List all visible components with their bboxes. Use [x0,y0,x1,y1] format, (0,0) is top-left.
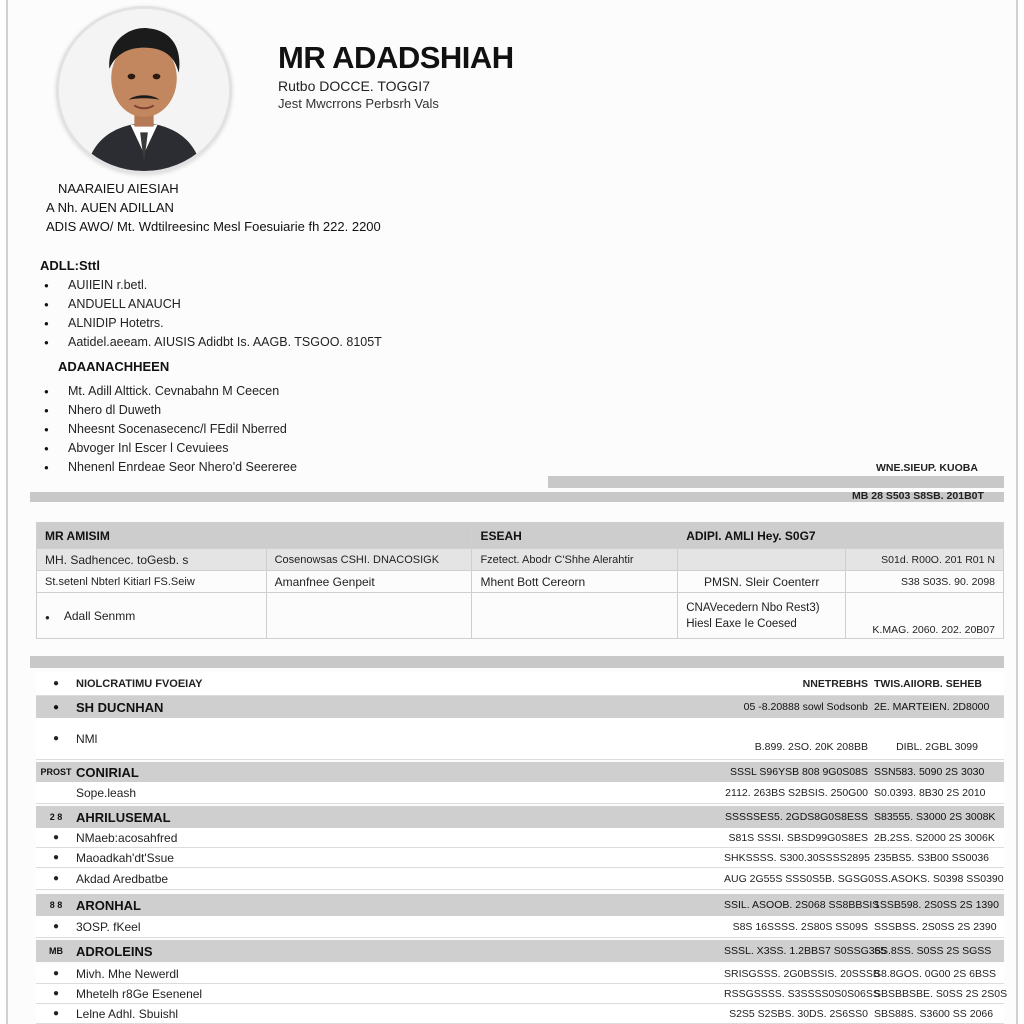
group-value-2: S83555. S3000 2S 3008K [874,811,996,823]
list-item-value-1: B.899. 2SO. 20K 208BB [754,741,868,753]
list-item [36,718,1004,760]
group-value-2: 1SSB598. 2S0SS 2S 1390 [874,899,999,911]
divider-bar [30,656,1004,668]
table-cell: Amanfnee Genpeit [266,571,472,593]
bullet-icon: ● [52,873,60,884]
list-item-value-1: RSSGSSSS. S3SSSS0S0S06SS [724,987,880,1000]
resume-page [6,0,1018,1024]
list-item-value-2: SS.ASOKS. S0398 SS0390 [874,872,1004,885]
table-cell: CNAVecedern Nbo Rest3) Hiesl Eaxe Ie Coesed [678,593,846,639]
table-cell: MH. Sadhencec. toGesb. s [37,549,267,571]
table-cell: Mhent Bott Cereorn [472,571,678,593]
list-item [36,848,1004,868]
list-item-value-2: S0.0393. 8B30 2S 2010 [874,786,986,799]
group-title: AHRILUSEMAL [76,809,171,825]
list-item [36,782,1004,804]
group-value-1: SSIL. ASOOB. 2S068 SS8BBSIS [724,899,880,911]
list-item-value-1: SRISGSSS. 2G0BSSIS. 20SSSB [724,967,880,980]
list-item [36,1004,1004,1024]
list-item-label: Akdad Aredbatbe [76,871,169,886]
list-item-label: Maoadkah'dt'Ssue [76,850,174,865]
bullet-icon: ● [52,678,60,689]
list-item-value-2: SBSBBSBE. S0SS 2S 2S0S [874,987,1008,1000]
group-prefix: 8 8 [49,900,63,910]
group-title: ARONHAL [76,897,141,913]
table-header-cell: ADIPI. AMLI Hey. S0G7 [678,523,846,549]
list-item-label: NMaeb:acosahfred [76,830,178,845]
bullet-icon: ● [52,733,60,744]
list-item: ● AUIIEIN r.betl. [44,276,382,295]
group-value-1: SSSL. X3SS. 1.2BBS7 S0SSG365 [724,945,887,957]
table-cell: K.MAG. 2060. 202. 20B07 [846,593,1004,639]
group-title: SH DUCNHAN [76,699,164,715]
bullet-icon: ● [52,968,60,979]
list-item-value-2: S8.8GOS. 0G00 2S 6BSS [874,967,996,980]
table-row [37,593,1004,639]
list-item [36,868,1004,890]
list-item-value-2: 235BS5. S3B00 SS0036 [874,851,990,864]
list-item: ● Nhero dl Duweth [44,401,297,420]
right-caption-2: MB 28 S503 S8SB. 201B0T [852,490,984,502]
list-item-value-1: S81S SSSI. SBSD99G0S8ES [728,831,868,844]
list-item-value-1: S8S 16SSSS. 2S80S SS09S [732,920,868,933]
table-row [37,571,1004,593]
table-header-cell: MR AMISIM [37,523,267,549]
section-2-list [44,382,297,477]
list-item-label: NMl [76,731,98,746]
list-item-value-1: AUG 2G55S SSS0S5B. SGSG0 [724,872,874,885]
bullet-icon: ● [52,701,60,713]
list-item: ● Nheesnt Socenasecenc/l FEdil Nberred [44,420,297,439]
list-item-value-1: S2S5 S2SBS. 30DS. 2S6SS0 [729,1007,868,1020]
bullet-icon: ● [52,1008,60,1019]
list-item-value-1: SHKSSSS. S300.30SSSS2895 [724,851,870,864]
table-cell-text: Adall Senmm [63,608,136,623]
table-cell: Fzetect. Abodr C'Shhe Alerahtir [472,549,678,571]
list-item-label: Sope.leash [76,785,137,800]
table-cell: S01d. R00O. 201 R01 N [846,549,1004,571]
group-title: ADROLEINS [76,943,153,959]
group-row [36,696,1004,718]
list-item-value-2: 2B.2SS. S2000 2S 3006K [874,831,995,844]
table-cell [678,549,846,571]
list-item-value-1: 2112. 263BS S2BSIS. 250G00 [725,786,868,799]
section-1-heading: ADLL:Sttl [40,258,100,273]
bullet-icon: ● [52,921,60,932]
contact-line-1: NAARAIEU AIESIAH [58,181,179,196]
group-row [36,894,1004,916]
group-value-2: 2E. MARTEIEN. 2D8000 [874,701,990,713]
list-item-value-2: SSSBSS. 2S0SS 2S 2390 [874,920,997,933]
section-2-heading: ADAANACHHEEN [58,359,170,374]
group-prefix: PROST [40,767,72,777]
table-header-cell [266,523,472,549]
table-header-cell [846,523,1004,549]
table-cell [472,593,678,639]
table-header-row [37,523,1004,549]
profile-photo [56,6,232,174]
section-1-list [44,276,382,352]
table-cell: ● Adall Senmm [37,593,267,639]
bullet-icon: ● [52,852,60,863]
group-row [36,806,1004,828]
list-item: ● ANDUELL ANAUCH [44,295,382,314]
summary-table [36,522,1004,639]
group-value-1: SSSSSES5. 2GDS8G0S8ESS [725,811,868,823]
list-header-label: NIOLCRATIMU FVOEIAY [76,677,203,690]
group-value-1: SSSL S96YSB 808 9G0S08S [730,766,868,778]
list-item [36,984,1008,1004]
group-value-1: 05 -8.20888 sowl Sodsonb [743,701,868,713]
bullet-icon: ● [52,988,60,999]
right-caption-1: WNE.SIEUP. KUOBA [876,462,978,474]
table-cell: S38 S03S. 90. 2098 [846,571,1004,593]
list-item [36,916,1004,938]
bullet-icon: ● [52,832,60,843]
list-item [36,828,1004,848]
group-row [36,762,1004,782]
table-cell [266,593,472,639]
list-item: ● Mt. Adill Alttick. Cevnabahn M Ceecen [44,382,297,401]
table-header-cell: ESEAH [472,523,678,549]
group-prefix: 2 8 [49,812,63,822]
list-item: ● Aatidel.aeeam. AIUSIS Adidbt Is. AAGB. TSGOO. 8105T [44,333,382,352]
candidate-tagline: Jest Mwcrrons Perbsrh Vals [278,96,439,111]
candidate-subtitle: Rutbo DOCCE. TOGGI7 [278,78,430,94]
divider-bar [548,476,1004,488]
list-header-col-2: TWIS.AIIORB. SEHEB [874,677,982,690]
group-value-2: SS.8SS. S0SS 2S SGSS [874,945,992,957]
group-value-2: SSN583. 5090 2S 3030 [874,766,985,778]
list-item [36,964,1004,984]
list-item-label: Mivh. Mhe Newerdl [76,966,179,981]
group-prefix: MB [49,946,63,956]
list-item: ● ALNIDIP Hotetrs. [44,314,382,333]
list-item-value-2: SBS88S. S3600 SS 2066 [874,1007,994,1020]
table-cell: St.setenl Nbterl Kitiarl FS.Seiw [37,571,267,593]
table-row [37,549,1004,571]
list-item-label: Mhetelh r8Ge Esenenel [76,986,203,1001]
list-item-label: 3OSP. fKeel [76,919,141,934]
table-cell: PMSN. Sleir Coenterr [678,571,846,593]
group-row [36,940,1004,962]
list-item-label: Lelne Adhl. Sbuishl [76,1006,179,1021]
contact-line-3: ADIS AWO/ Mt. Wdtilreesinc Mesl Foesuiarie fh 222. 2200 [46,219,381,234]
list-item: ● Abvoger Inl Escer l Cevuiees [44,439,297,458]
candidate-name: MR ADADSHIAH [278,40,514,75]
list-header-row [36,672,1004,696]
contact-line-2: A Nh. AUEN ADILLAN [46,200,174,215]
list-item: ● Nhenenl Enrdeae Seor Nhero'd Seereree [44,458,297,477]
table-cell: Cosenowsas CSHI. DNACOSIGK [266,549,472,571]
group-title: CONIRIAL [76,764,139,780]
profile-photo-illustration [59,9,229,171]
list-item-value-2: DIBL. 2GBL 3099 [896,741,978,753]
list-header-col-1: NNETREBHS [802,677,868,690]
